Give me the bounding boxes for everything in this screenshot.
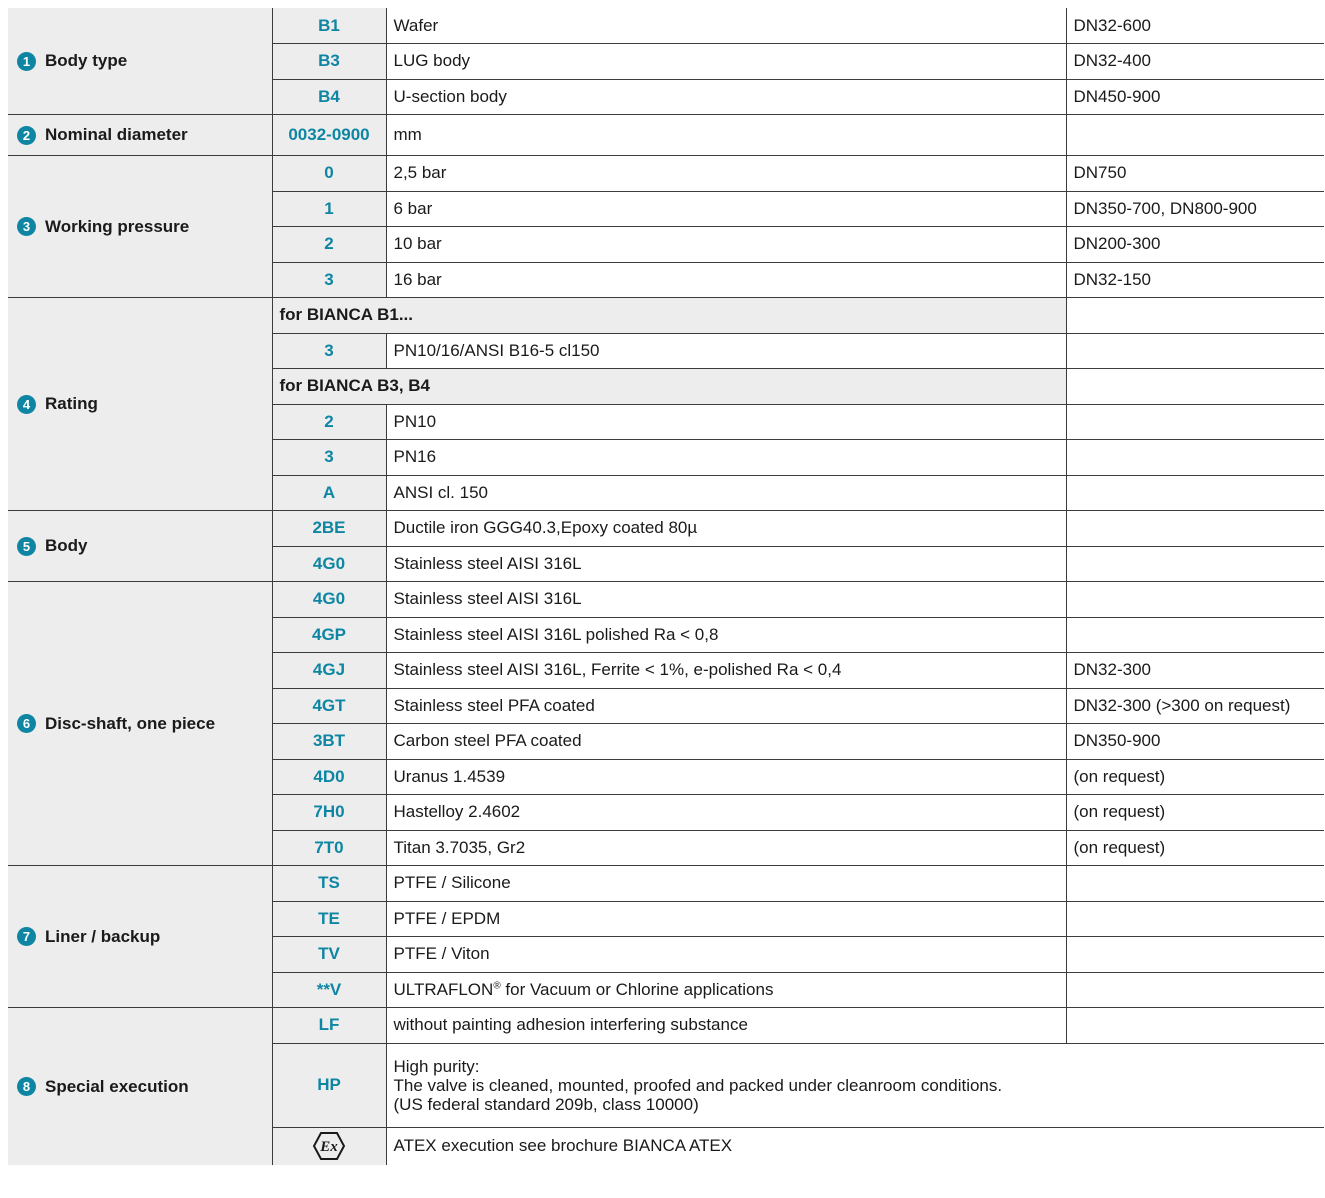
description-cell: PTFE / EPDM — [386, 901, 1066, 937]
description-cell: Titan 3.7035, Gr2 — [386, 830, 1066, 866]
note-cell: DN32-300 — [1066, 653, 1324, 689]
table-row — [8, 298, 1324, 334]
category-label: Working pressure — [45, 216, 190, 236]
description-cell: without painting adhesion interfering substance — [386, 1008, 1066, 1044]
description-cell: Wafer — [386, 8, 1066, 44]
category-working-pressure — [8, 156, 272, 298]
table-row — [8, 115, 1324, 156]
description-cell: 2,5 bar — [386, 156, 1066, 192]
note-cell — [1066, 511, 1324, 547]
description-line: The valve is cleaned, mounted, proofed and packed under cleanroom conditions. — [393, 1075, 1003, 1095]
code-cell: 3 — [272, 333, 386, 369]
description-cell — [386, 1043, 1324, 1127]
description-cell: LUG body — [386, 44, 1066, 80]
number-2-icon: 2 — [17, 126, 36, 145]
note-cell: DN750 — [1066, 156, 1324, 192]
description-cell: Carbon steel PFA coated — [386, 724, 1066, 760]
code-cell: 4GT — [272, 688, 386, 724]
description-cell: Stainless steel AISI 316L polished Ra < 0,8 — [386, 617, 1066, 653]
spec-table — [8, 8, 1324, 1165]
code-cell: 0 — [272, 156, 386, 192]
note-cell: DN32-400 — [1066, 44, 1324, 80]
code-cell: 7H0 — [272, 795, 386, 831]
note-cell: DN350-900 — [1066, 724, 1324, 760]
description-cell: PN10 — [386, 404, 1066, 440]
description-cell: ATEX execution see brochure BIANCA ATEX — [386, 1127, 1324, 1165]
category-body-type — [8, 8, 272, 115]
category-label: Liner / backup — [45, 926, 161, 946]
code-cell: TS — [272, 866, 386, 902]
note-cell: DN32-600 — [1066, 8, 1324, 44]
number-5-icon: 5 — [17, 537, 36, 556]
note-cell: DN450-900 — [1066, 79, 1324, 115]
description-cell: PTFE / Viton — [386, 937, 1066, 973]
code-cell: **V — [272, 972, 386, 1008]
note-cell: (on request) — [1066, 759, 1324, 795]
note-cell — [1066, 404, 1324, 440]
description-cell: Stainless steel AISI 316L — [386, 546, 1066, 582]
category-label: Nominal diameter — [45, 125, 188, 144]
note-cell: DN32-300 (>300 on request) — [1066, 688, 1324, 724]
code-cell: TV — [272, 937, 386, 973]
description-cell: Uranus 1.4539 — [386, 759, 1066, 795]
table-row — [8, 866, 1324, 902]
code-cell: LF — [272, 1008, 386, 1044]
note-cell — [1066, 298, 1324, 334]
code-cell: 3BT — [272, 724, 386, 760]
number-7-icon: 7 — [17, 927, 36, 946]
category-label: Body — [45, 536, 88, 555]
table-row — [8, 156, 1324, 192]
note-cell — [1066, 333, 1324, 369]
description-cell: PN10/16/ANSI B16-5 cl150 — [386, 333, 1066, 369]
category-special-execution — [8, 1008, 272, 1166]
note-cell — [1066, 369, 1324, 405]
description-cell: mm — [386, 115, 1066, 156]
note-cell: DN200-300 — [1066, 227, 1324, 263]
svg-text:Ex: Ex — [320, 1139, 338, 1156]
category-liner-backup — [8, 866, 272, 1008]
category-label: Disc-shaft, one piece — [45, 713, 216, 733]
code-cell: TE — [272, 901, 386, 937]
code-cell: 4GJ — [272, 653, 386, 689]
note-cell — [1066, 546, 1324, 582]
description-line: High purity: — [393, 1056, 480, 1076]
category-body — [8, 511, 272, 582]
description-cell: ANSI cl. 150 — [386, 475, 1066, 511]
registered-mark: ® — [493, 980, 501, 992]
note-cell: (on request) — [1066, 830, 1324, 866]
code-cell: 0032-0900 — [272, 115, 386, 156]
note-cell — [1066, 866, 1324, 902]
note-cell: DN32-150 — [1066, 262, 1324, 298]
note-cell: DN350-700, DN800-900 — [1066, 191, 1324, 227]
code-cell: 4GP — [272, 617, 386, 653]
number-3-icon: 3 — [17, 217, 36, 236]
code-cell: 7T0 — [272, 830, 386, 866]
table-row — [8, 582, 1324, 618]
code-cell: B3 — [272, 44, 386, 80]
description-cell: Ductile iron GGG40.3,Epoxy coated 80µ — [386, 511, 1066, 547]
code-cell: 4G0 — [272, 546, 386, 582]
category-rating — [8, 298, 272, 511]
number-8-icon: 8 — [17, 1077, 36, 1096]
description-cell: Stainless steel PFA coated — [386, 688, 1066, 724]
category-label: Rating — [45, 394, 98, 413]
code-cell: A — [272, 475, 386, 511]
number-4-icon: 4 — [17, 395, 36, 414]
ultraflon-brand: ULTRAFLON — [393, 979, 494, 999]
note-cell: (on request) — [1066, 795, 1324, 831]
description-cell: PN16 — [386, 440, 1066, 476]
description-cell: U-section body — [386, 79, 1066, 115]
code-cell: B1 — [272, 8, 386, 44]
description-text: for Vacuum or Chlorine applications — [500, 979, 774, 999]
code-cell: 2 — [272, 404, 386, 440]
number-6-icon: 6 — [17, 714, 36, 733]
note-cell — [1066, 115, 1324, 156]
code-cell: HP — [272, 1043, 386, 1127]
rating-subheading: for BIANCA B1... — [272, 298, 1066, 334]
table-row — [8, 8, 1324, 44]
note-cell — [1066, 901, 1324, 937]
description-cell: Stainless steel AISI 316L, Ferrite < 1%, e-polished Ra < 0,4 — [386, 653, 1066, 689]
description-cell: Stainless steel AISI 316L — [386, 582, 1066, 618]
code-cell — [272, 1127, 386, 1165]
category-nominal-diameter — [8, 115, 272, 156]
code-cell: 4D0 — [272, 759, 386, 795]
note-cell — [1066, 440, 1324, 476]
category-label: Special execution — [45, 1076, 189, 1096]
description-cell — [386, 972, 1066, 1008]
note-cell — [1066, 1008, 1324, 1044]
code-cell: 2 — [272, 227, 386, 263]
rating-subheading: for BIANCA B3, B4 — [272, 369, 1066, 405]
note-cell — [1066, 937, 1324, 973]
description-cell: Hastelloy 2.4602 — [386, 795, 1066, 831]
note-cell — [1066, 972, 1324, 1008]
number-1-icon: 1 — [17, 52, 36, 71]
code-cell: 2BE — [272, 511, 386, 547]
code-cell: B4 — [272, 79, 386, 115]
note-cell — [1066, 617, 1324, 653]
description-line: (US federal standard 209b, class 10000) — [393, 1094, 699, 1114]
description-cell: 6 bar — [386, 191, 1066, 227]
category-disc-shaft — [8, 582, 272, 866]
atex-ex-icon — [312, 1131, 346, 1161]
table-row — [8, 511, 1324, 547]
code-cell: 3 — [272, 262, 386, 298]
category-label: Body type — [45, 51, 128, 70]
code-cell: 1 — [272, 191, 386, 227]
note-cell — [1066, 475, 1324, 511]
note-cell — [1066, 582, 1324, 618]
description-cell: 10 bar — [386, 227, 1066, 263]
code-cell: 4G0 — [272, 582, 386, 618]
description-cell: 16 bar — [386, 262, 1066, 298]
description-cell: PTFE / Silicone — [386, 866, 1066, 902]
code-cell: 3 — [272, 440, 386, 476]
table-row — [8, 1008, 1324, 1044]
